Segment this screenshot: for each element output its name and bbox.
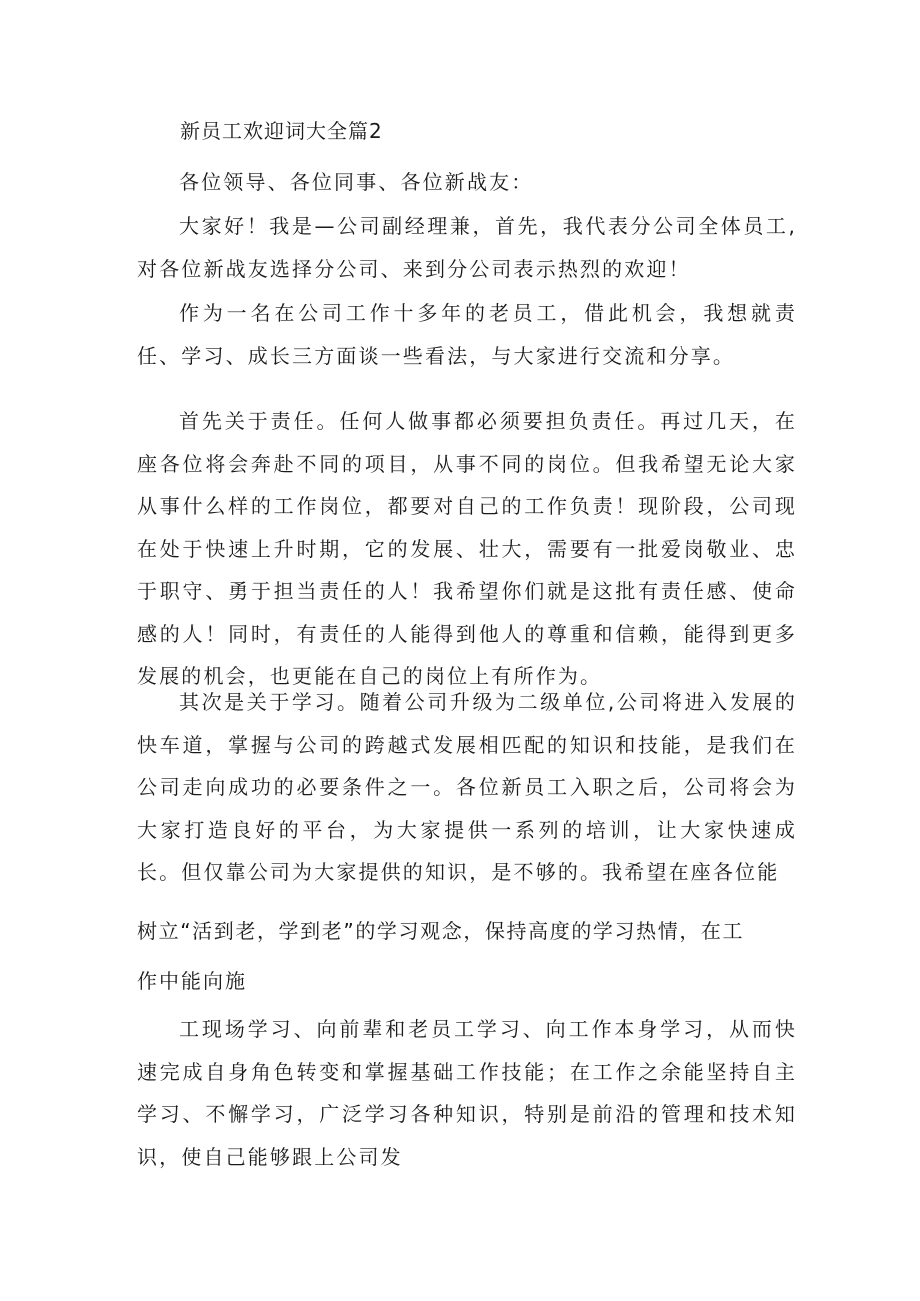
greeting-paragraph: 各位领导、各位同事、各位新战友：: [179, 170, 534, 194]
responsibility-paragraph: 首先关于责任。任何人做事都必须要担负责任。再过几天，在座各位将会奔赴不同的项目，从事不同的岗位。但我希望无论大家从事什么样的工作岗位，都要对自己的工作负责！现阶段，公司现在处于快速上升时期，它的发展、壮大，需要有一批爱岗敬业、忠于职守、勇于担当责任的人！我希望你们就是这批有责任感、使命感的人！同时，有责任的人能得到他人的尊重和信赖，能得到更多发展的机会，也更能在自己的岗位上有所作为。: [137, 409, 797, 688]
role-paragraph: 作为一名在公司工作十多年的老员工，借此机会，我想就责任、学习、成长三方面谈一些看法，与大家进行交流和分享。: [137, 301, 797, 368]
study-paragraph: 其次是关于学习。随着公司升级为二级单位,公司将进入发展的快车道，掌握与公司的跨越式发展相匹配的知识和技能，是我们在公司走向成功的必要条件之一。各位新员工入职之后，公司将会为大家打造良好的平台，为大家提供一系列的培训，让大家快速成长。但仅靠公司为大家提供的知识，是不够的。我希望在座各位能: [137, 690, 797, 884]
study-line-a: 树立“活到老，学到老”的学习观念，保持高度的学习热情，在工: [137, 919, 745, 943]
document-title: 新员工欢迎词大全篇2: [180, 119, 383, 143]
intro-paragraph: 大家好！我是—公司副经理兼，首先，我代表分公司全体员工,对各位新战友选择分公司、来到分公司表示热烈的欢迎！: [137, 214, 797, 281]
study-line-b: 作中能向施: [137, 969, 247, 993]
continuation-paragraph: 工现场学习、向前辈和老员工学习、向工作本身学习，从而快速完成自身角色转变和掌握基础工作技能；在工作之余能坚持自主学习、不懈学习，广泛学习各种知识，特别是前沿的管理和技术知识，使自己能够跟上公司发: [137, 1017, 797, 1169]
